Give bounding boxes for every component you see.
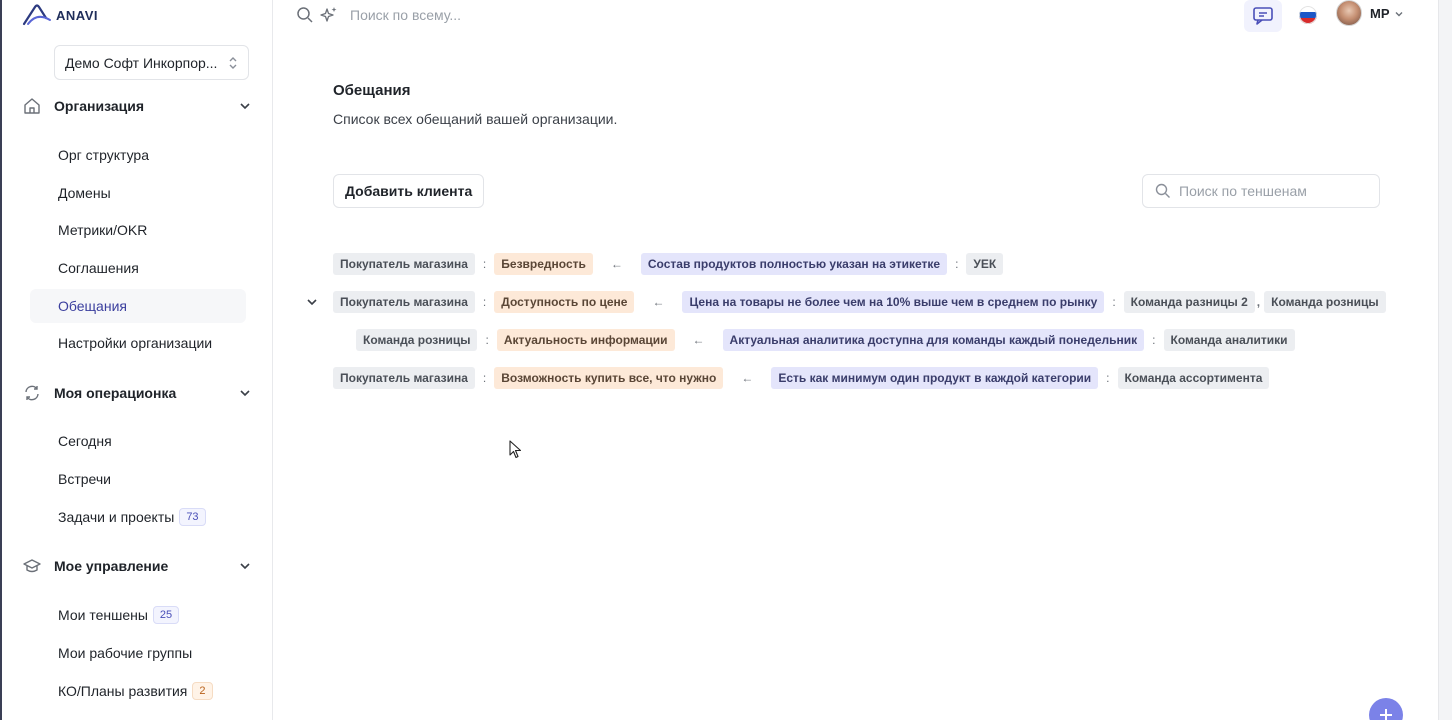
team-chip[interactable]: УЕК <box>966 253 1003 275</box>
logo-text: ANAVI <box>56 7 98 23</box>
graduation-cap-icon <box>22 556 42 576</box>
promise-chip[interactable]: Цена на товары не более чем на 10% выше чем в среднем по рынку <box>682 291 1104 313</box>
chevron-down-icon[interactable] <box>305 295 319 309</box>
separator: : <box>482 295 487 309</box>
section-title: Мое управление <box>54 558 169 574</box>
team-chip[interactable]: Команда аналитики <box>1164 329 1295 351</box>
global-search[interactable] <box>296 6 461 24</box>
sidebar <box>2 0 273 720</box>
comma: , <box>1256 295 1261 309</box>
scrollbar-track[interactable] <box>1438 0 1452 720</box>
search-icon <box>296 6 314 24</box>
chevron-down-icon[interactable] <box>238 559 252 573</box>
separator: : <box>485 333 489 347</box>
chat-button[interactable] <box>1244 0 1282 32</box>
promise-row[interactable] <box>333 367 1269 389</box>
sidebar-item-metrics[interactable]: Метрики/OKR <box>58 222 148 238</box>
search-icon <box>1155 183 1171 199</box>
client-chip[interactable]: Покупатель магазина <box>333 367 475 389</box>
arrow-left-icon: ← <box>741 371 754 385</box>
page-title: Обещания <box>333 82 411 99</box>
promise-chip[interactable]: Состав продуктов полностью указан на этикетке <box>641 253 947 275</box>
sidebar-item-domains[interactable]: Домены <box>58 185 111 201</box>
arrow-left-icon: ← <box>652 295 665 309</box>
section-my-management[interactable] <box>22 554 252 578</box>
team-chip[interactable]: Команда розницы <box>1264 291 1385 313</box>
need-chip[interactable]: Возможность купить все, что нужно <box>494 367 723 389</box>
sidebar-item-promises[interactable]: Обещания <box>30 289 246 323</box>
app-logo[interactable] <box>22 4 98 26</box>
add-fab-button[interactable] <box>1369 698 1403 720</box>
sidebar-item-label: КО/Планы развития <box>58 683 188 699</box>
section-title: Организация <box>54 98 145 114</box>
organization-selector[interactable] <box>54 45 249 80</box>
mouse-cursor-icon <box>509 440 523 460</box>
topbar <box>274 0 1438 30</box>
chevron-down-icon[interactable] <box>238 99 252 113</box>
promise-chip[interactable]: Актуальная аналитика доступна для команды каждый понедельник <box>723 329 1145 351</box>
promise-row[interactable] <box>333 291 1386 313</box>
arrow-left-icon: ← <box>692 333 705 347</box>
sidebar-item-agreements[interactable]: Соглашения <box>58 260 139 276</box>
promise-chip[interactable]: Есть как минимум один продукт в каждой категории <box>771 367 1098 389</box>
sidebar-item-label: Мои теншены <box>58 607 148 623</box>
promise-row[interactable] <box>333 253 1003 275</box>
section-organization[interactable] <box>22 94 252 118</box>
separator: : <box>482 371 487 385</box>
separator: : <box>1112 295 1116 309</box>
sidebar-item-development-plans[interactable] <box>30 674 246 708</box>
tension-search-input[interactable]: Поиск по теншенам <box>1179 183 1307 199</box>
count-badge: 73 <box>179 508 205 526</box>
home-icon <box>22 96 42 116</box>
client-chip[interactable]: Покупатель магазина <box>333 291 475 313</box>
need-chip[interactable]: Безвредность <box>494 253 593 275</box>
refresh-icon <box>22 383 42 403</box>
client-chip[interactable]: Покупатель магазина <box>333 253 475 275</box>
sidebar-item-today[interactable]: Сегодня <box>58 433 112 449</box>
sidebar-item-meetings[interactable]: Встречи <box>58 471 111 487</box>
promise-row[interactable] <box>356 329 1295 351</box>
separator: : <box>1106 371 1110 385</box>
russian-flag-icon[interactable] <box>1299 6 1317 24</box>
sidebar-item-org-structure[interactable]: Орг структура <box>58 147 149 163</box>
page-subtitle: Список всех обещаний вашей организации. <box>333 111 618 127</box>
ai-sparkle-icon[interactable] <box>320 6 338 24</box>
sidebar-item-org-settings[interactable]: Настройки организации <box>58 335 213 351</box>
plus-icon <box>1378 707 1394 720</box>
sidebar-item-tasks-projects[interactable] <box>30 500 246 534</box>
tension-search[interactable] <box>1142 174 1380 208</box>
separator: : <box>1152 333 1156 347</box>
chevron-updown-icon <box>228 55 238 71</box>
user-initials: MP <box>1370 6 1390 21</box>
separator: : <box>482 257 487 271</box>
chevron-down-icon[interactable] <box>238 386 252 400</box>
logo-mark-icon <box>22 4 52 26</box>
avatar[interactable] <box>1336 0 1362 26</box>
chat-icon <box>1252 6 1274 26</box>
team-chip[interactable]: Команда разницы 2 <box>1124 291 1255 313</box>
need-chip[interactable]: Актуальность информации <box>497 329 675 351</box>
count-badge: 2 <box>192 682 212 700</box>
sidebar-item-work-groups[interactable]: Мои рабочие группы <box>58 645 193 661</box>
sidebar-item-my-tensions[interactable] <box>30 598 246 632</box>
search-input[interactable]: Поиск по всему... <box>350 7 462 23</box>
organization-name: Демо Софт Инкорпор... <box>65 54 218 71</box>
add-client-button[interactable]: Добавить клиента <box>333 174 484 208</box>
user-menu[interactable] <box>1370 6 1404 21</box>
section-my-operations[interactable] <box>22 381 252 405</box>
need-chip[interactable]: Доступность по цене <box>494 291 634 313</box>
client-chip[interactable]: Команда розницы <box>356 329 477 351</box>
section-title: Моя операционка <box>54 385 177 401</box>
sidebar-item-label: Задачи и проекты <box>58 509 175 525</box>
team-chip[interactable]: Команда ассортимента <box>1118 367 1270 389</box>
separator: : <box>955 257 959 271</box>
count-badge: 25 <box>153 606 179 624</box>
chevron-down-icon <box>1394 9 1404 19</box>
arrow-left-icon: ← <box>610 257 623 271</box>
